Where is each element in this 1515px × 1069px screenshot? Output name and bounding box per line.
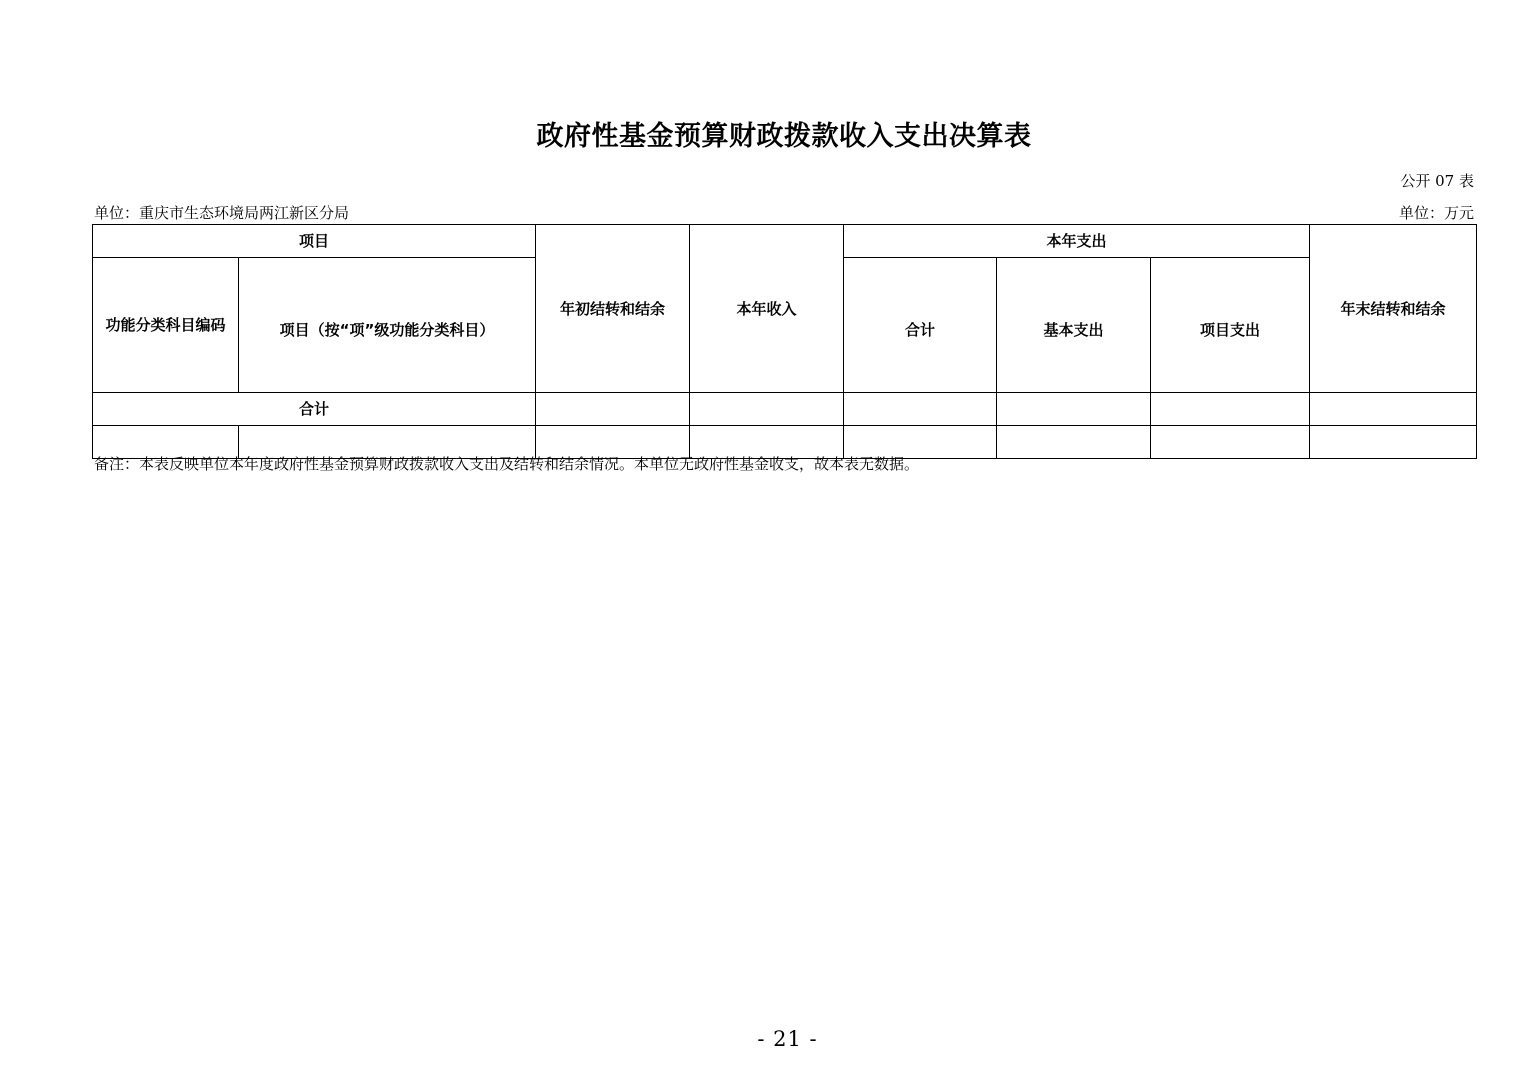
total-income xyxy=(690,393,844,426)
table-code: 公开 07 表 xyxy=(1400,172,1474,190)
total-end-balance xyxy=(1310,393,1477,426)
total-row xyxy=(93,393,1477,426)
header-exp-basic: 基本支出 xyxy=(997,258,1151,393)
header-item: 项目 xyxy=(93,225,536,258)
page-number: - 21 - xyxy=(757,1027,818,1051)
header-income: 本年收入 xyxy=(690,225,844,393)
total-label: 合计 xyxy=(93,393,536,426)
total-exp-basic xyxy=(997,393,1151,426)
header-exp-project: 项目支出 xyxy=(1151,258,1310,393)
total-begin-balance xyxy=(536,393,690,426)
header-row-1 xyxy=(93,225,1477,258)
budget-table xyxy=(92,224,1477,459)
header-exp-total: 合计 xyxy=(844,258,997,393)
cell-end-balance xyxy=(1310,426,1477,459)
header-item-name: 项目（按“项”级功能分类科目） xyxy=(239,258,536,393)
header-begin-balance: 年初结转和结余 xyxy=(536,225,690,393)
cell-exp-basic xyxy=(997,426,1151,459)
total-exp-total xyxy=(844,393,997,426)
header-end-balance: 年末结转和结余 xyxy=(1310,225,1477,393)
header-expenditure: 本年支出 xyxy=(844,225,1310,258)
document-title: 政府性基金预算财政拨款收入支出决算表 xyxy=(536,121,1032,152)
header-func-code: 功能分类科目编码 xyxy=(93,258,239,393)
table-note: 备注：本表反映单位本年度政府性基金预算财政拨款收入支出及结转和结余情况。本单位无政府性基金收支，故本表无数据。 xyxy=(94,455,920,473)
unit-currency: 单位：万元 xyxy=(1398,204,1474,222)
total-exp-project xyxy=(1151,393,1310,426)
cell-exp-project xyxy=(1151,426,1310,459)
unit-organization: 单位：重庆市生态环境局两江新区分局 xyxy=(94,204,350,222)
